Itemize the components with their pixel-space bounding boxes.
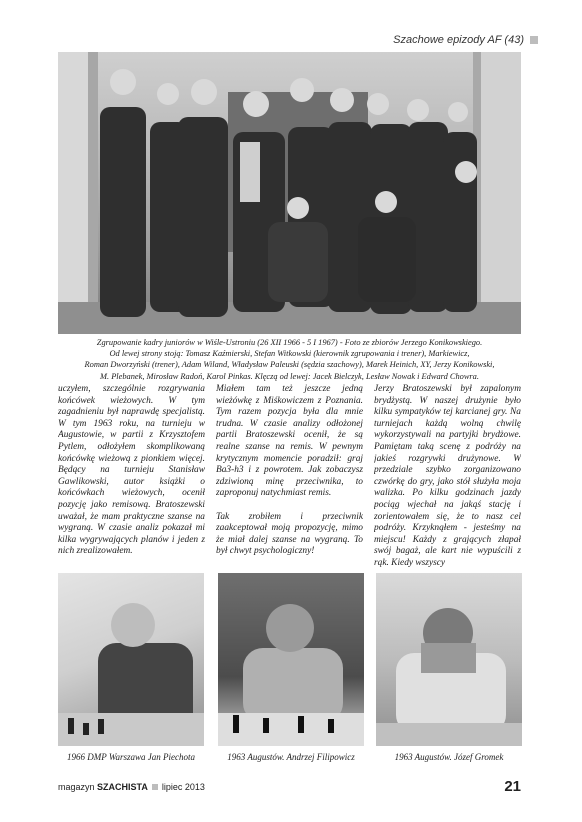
photo-caption-3: 1963 Augustów. Józef Gromek	[394, 752, 504, 762]
photo-caption-1: 1966 DMP Warszawa Jan Piechota	[67, 752, 195, 762]
article-column-3: Jerzy Bratoszewski był zapalonym brydżystą. W naszej drużynie było kilku sympatyków tej karcianej gry. Na turniejach każdą wolną chwilę wykorzystywali na partyjki brydżowe. Pamiętam taką scenę z podróży na jakieś rozgrywki drużynowe. W przedziale szybko zorganizowano czwórkę do gry, jako stół służyła moja walizka. Po kilku godzinach jazdy pociąg wjechał na jakąś stację i zorientowałem się, że to nasz cel podróży. Krzyknąłem - jesteśmy na miejscu! Każdy z grających złapał swój bagaż, ale kart nie wypuścili z rąk. Kiedy wszyscy	[374, 384, 521, 568]
article-column-1: uczyłem, szczególnie rozgrywania końcówek wieżowych. W tym zagadnieniu był naprawdę specjalistą. W tym 1963 roku, na turnieju w Augustowie, w partii z Krzysztofem Pytlem, odłożyłem skomplikowaną końcówkę wieżową z pionkiem więcej. Będący na turnieju Stanisław Gawlikowski, autor książki o końcówkach wieżowych, ocenił pozycję jako remisową. Bratoszewski uważał, że mam praktyczne szanse na wygraną. W czasie analiz pokazał mi kilka wygrywających planów i jeden z nich zrealizowałem.	[58, 384, 205, 557]
article-columns	[58, 384, 521, 570]
page-footer	[58, 778, 521, 795]
issue-date: lipiec 2013	[161, 781, 205, 792]
group-photo-caption	[58, 337, 521, 382]
photo-jan-piechota	[58, 573, 204, 746]
caption-text: Zgrupowanie kadry juniorów w Wiśle-Ustroniu (26 XII 1966 - 5 I 1967) - Foto ze zbiorów Jerzego Konikowskiego. Od lewej strony stoją: Tomasz Kaźmierski, Stefan Witkowski (kierownik zgrupowania i trener), Markiewicz, Roman Dworzyński (trener), Adam Wiland, Władysław Paleuski (sędzia szachowy), Marek Heinich, XY, Jerzy Konikowski, M. Plebanek, Mirosław Radoń, Karol Pinkas. Klęczą od lewej: Jacek Bielczyk, Lesław Nowak i Edward Chowra.	[84, 338, 495, 381]
photo-jozef-gromek	[376, 573, 522, 746]
header-square-icon	[530, 36, 538, 44]
magazine-prefix: magazyn	[58, 781, 98, 792]
photo-andrzej-filipowicz-illustration	[218, 573, 364, 746]
photo-jan-piechota-illustration	[58, 573, 204, 746]
article-column-2: Miałem tam też jeszcze jedną wieżówkę z Miśkowiczem z Poznania. Tym razem pozycja była dla mnie trudna. W czasie analizy odłożonej partii Bratoszewski ocenił, że są realne szanse na remis. W pewnym krytycznym momencie poradził: graj Ва3-h3 i z powrotem. Jak zobaczysz zdziwioną minę przeciwnika, to zaproponuj natychmiast remis. Tak zrobiłem i przeciwnik zaakceptował moją propozycję, mimo że miał dalej szanse na wygraną. To był chwyt psychologiczny!	[216, 384, 363, 557]
magazine-name: SZACHISTA	[97, 781, 148, 792]
series-title: Szachowe epizody AF (43)	[393, 34, 524, 46]
photo-andrzej-filipowicz	[218, 573, 364, 746]
group-photo-illustration	[58, 52, 521, 334]
group-photo	[58, 52, 521, 334]
running-header	[393, 34, 538, 46]
footer-square-icon	[152, 784, 158, 790]
footer-magazine	[58, 782, 205, 792]
photo-caption-2: 1963 Augustów. Andrzej Filipowicz	[227, 752, 355, 762]
page-number: 21	[504, 778, 521, 795]
photo-jozef-gromek-illustration	[376, 573, 522, 746]
